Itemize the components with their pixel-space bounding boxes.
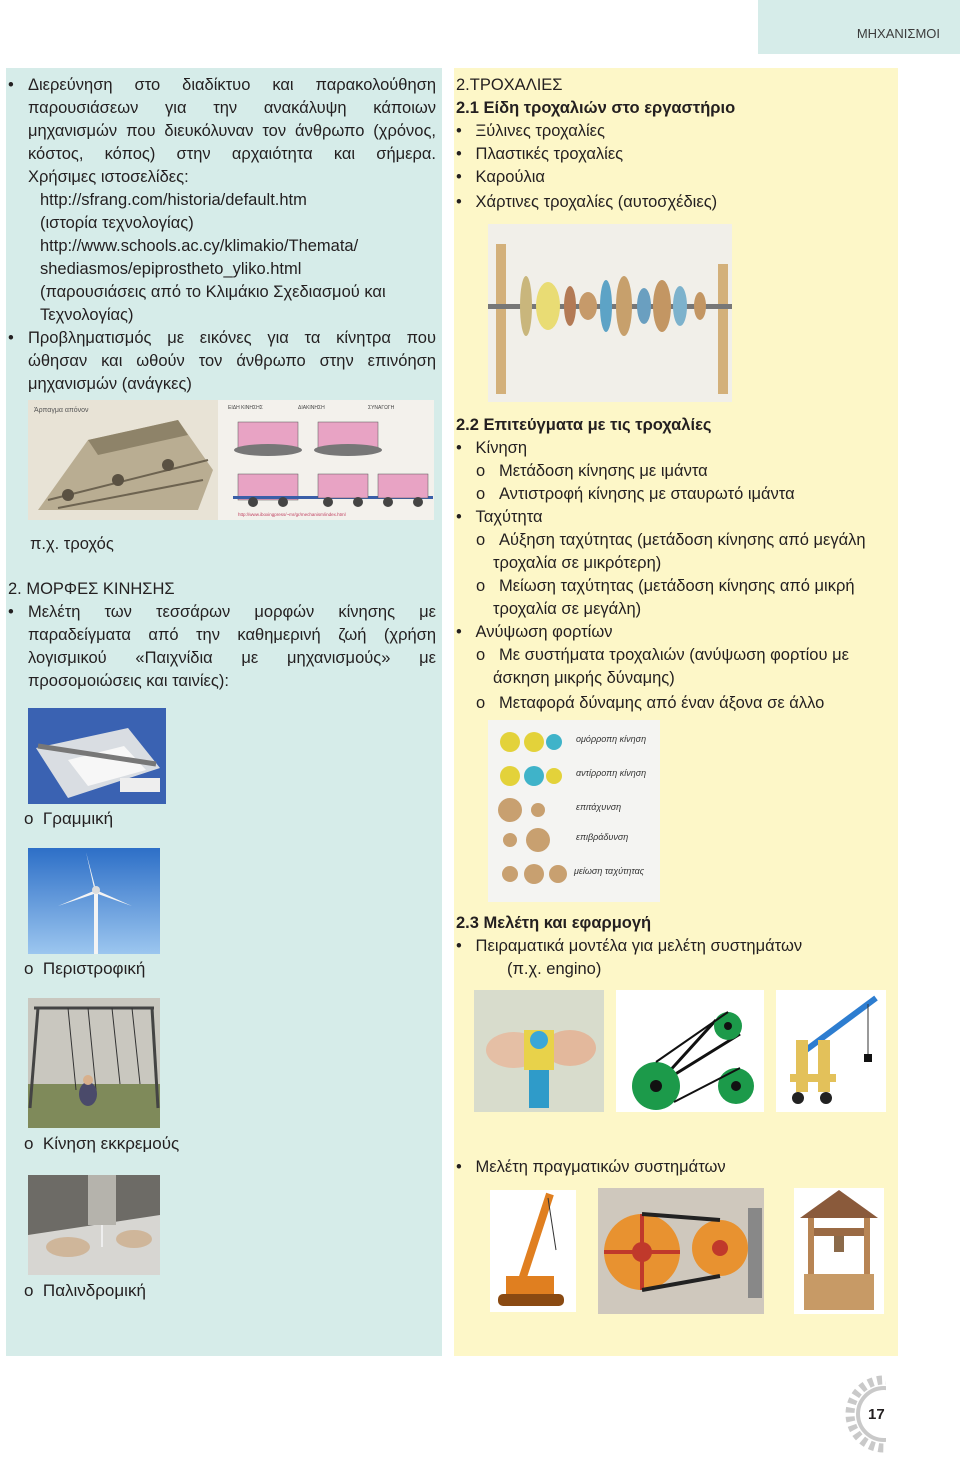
achievements-heading: 2.2 Επιτεύγματα με τις τροχαλίες [456,416,712,434]
text-line: προσομοιώσεις και ταινίες): [28,672,229,690]
board-label: επιβράδυνση [576,832,629,842]
text-line: κόστος, κόπος) στην αρχαιότητα και σήμερα. [28,145,436,163]
achievement-subitem: Μείωση ταχύτητας (μετάδοση κίνησης από μικρή [498,577,855,595]
belt-machine-image [598,1188,764,1314]
pulley-type-item: Χάρτινες τροχαλίες (αυτοσχέδιες) [475,193,718,211]
achievement-subitem: Μετάδοση κίνησης με ιμάντα [498,462,708,480]
link-klimakio-cont[interactable]: shediasmos/epiprostheto_yliko.html [40,260,302,278]
svg-text:ΔΙΑΚΙΝΗΣΗ: ΔΙΑΚΙΝΗΣΗ [298,405,325,411]
pulley-type-item: Καρούλια [475,168,545,186]
useful-sites-label: Χρήσιμες ιστοσελίδες: [28,168,189,186]
text-line: μηχανισμών (ανάγκες) [28,375,192,393]
sub-bullet: o [476,462,486,480]
svg-text:ΣΥΝΑΓΩΓΗ: ΣΥΝΑΓΩΓΗ [368,405,395,411]
pulley-types-heading: 2.1 Είδη τροχαλιών στο εργαστήριο [456,99,736,117]
svg-text:ΕΙΔΗ ΚΙΝΗΣΗΣ: ΕΙΔΗ ΚΙΝΗΣΗΣ [228,405,263,411]
sub-bullet: o [24,959,34,978]
pulleys-section [456,74,892,214]
bullet-dot: • [8,329,14,347]
bullet-dot: • [456,168,462,186]
achievement-item: Ταχύτητα [475,508,543,526]
pulley-type-item: Ξύλινες τροχαλίες [475,122,605,140]
wind-turbine-image [28,848,160,954]
link-note: (ιστορία τεχνολογίας) [40,214,194,232]
achievement-item: Ανύψωση φορτίων [475,623,613,641]
motion-rotary [24,958,145,980]
sub-bullet: o [24,809,34,828]
crane-model-image [776,990,886,1112]
link-klimakio[interactable]: http://www.schools.ac.cy/klimakio/Themata/ [40,237,359,255]
section2-title: 2. ΜΟΡΦΕΣ ΚΙΝΗΣΗΣ [8,580,175,598]
text-line: Μελέτη των τεσσάρων μορφών κίνησης με [28,603,436,621]
sub-bullet: o [476,577,486,595]
motion-label: Περιστροφική [42,959,146,978]
study-heading: 2.3 Μελέτη και εφαρμογή [456,914,652,932]
text-line: Προβληματισμός με εικόνες για τα κίνητρα που [28,329,436,347]
pulley-achievements-section [456,414,894,715]
study-item: Μελέτη πραγματικών συστημάτων [475,1158,726,1176]
sub-bullet: o [476,485,486,503]
motion-linear [24,808,113,830]
link-note: Τεχνολογίας) [40,306,134,324]
motion-reciprocating [24,1280,146,1302]
motion-label: Γραμμική [42,809,114,828]
bullet-dot: • [456,193,462,211]
bullet-dot: • [8,76,14,94]
achievement-subitem: Μεταφορά δύναμης από έναν άξονα σε άλλο [498,694,825,712]
section-title: ΜΗΧΑΝΙΣΜΟΙ [856,26,940,41]
belt-drive-diagram [616,990,764,1112]
text-line: παρουσιάσεων για την ανακάλυψη κάποιων [28,99,436,117]
study-section [456,912,894,981]
bullet-dot: • [456,937,462,955]
bullet-dot: • [456,623,462,641]
pulleys-title: 2.ΤΡΟΧΑΛΙΕΣ [456,76,563,94]
board-label: μείωση ταχύτητας [574,866,645,876]
achievement-subitem-cont: άσκηση μικρής δύναμης) [493,669,675,687]
section-header-tab [758,0,960,54]
wheel-history-image [28,400,434,520]
bullet-dot: • [456,145,462,163]
well-image [794,1188,884,1314]
sub-bullet: o [476,694,486,712]
bullet-dot: • [456,1158,462,1176]
sub-bullet: o [24,1134,34,1153]
achievement-item: Κίνηση [475,439,528,457]
study-item-cont: (π.χ. engino) [507,960,602,978]
text-line: ώθησαν και ωθούν τον άνθρωπο στην επινόηση [28,352,436,370]
achievement-subitem: Αύξηση ταχύτητας (μετάδοση κίνησης από μεγάλη [498,531,866,549]
bullet-dot: • [456,508,462,526]
sub-bullet: o [24,1281,34,1300]
motion-label: Κίνηση εκκρεμούς [42,1134,180,1153]
engino-hands-image [474,990,604,1112]
text-line: λογισμικού «Παιχνίδια με μηχανισμούς» με [28,649,436,667]
example-caption: π.χ. τροχός [30,535,114,553]
board-label: ομόρροπη κίνηση [576,734,647,744]
paper-trimmer-image [28,708,166,804]
pulley-demo-board-image [488,720,660,902]
pulley-type-item: Πλαστικές τροχαλίες [475,145,624,163]
link-note: (παρουσιάσεις από το Κλιμάκιο Σχεδιασμού και [40,283,386,301]
achievement-subitem-cont: τροχαλία σε μεγάλη) [493,600,642,618]
real-systems-item [456,1156,894,1179]
crawler-crane-image [490,1190,576,1312]
text-line: παραδείγματα από την καθημερινή ζωή (χρήση [28,626,436,644]
motion-label: Παλινδρομική [42,1281,146,1300]
pulley-set-image [488,224,732,402]
achievement-subitem: Με συστήματα τροχαλιών (ανύψωση φορτίου με [498,646,849,664]
page-number: 17 [868,1406,885,1423]
sub-bullet: o [476,531,486,549]
text-line: Διερεύνηση στο διαδίκτυο και παρακολούθηση [28,76,436,94]
sewing-machine-image [28,1175,160,1275]
achievement-subitem: Αντιστροφή κίνησης με σταυρωτό ιμάντα [498,485,795,503]
bullet-dot: • [8,603,14,621]
motion-pendulum [24,1133,179,1155]
achievement-subitem-cont: τροχαλία σε μικρότερη) [493,554,662,572]
sub-bullet: o [476,646,486,664]
link-sfrang[interactable]: http://sfrang.com/historia/default.htm [40,191,307,209]
bullet-dot: • [456,122,462,140]
study-item: Πειραματικά μοντέλα για μελέτη συστημάτων [475,937,803,955]
text-line: μηχανισμών που διευκόλυναν τον άνθρωπο (χρόνος, [28,122,436,140]
board-label: αντίρροπη κίνηση [576,768,647,778]
swing-image [28,998,160,1128]
wheel-image-url: http://www.iboxingpress/~mr/gr/mechanism/index.html [238,512,346,517]
bullet-dot: • [456,439,462,457]
wheel-image-label: Άρπαγμα απόνον [34,407,89,414]
board-label: επιτάχυνση [576,802,622,812]
